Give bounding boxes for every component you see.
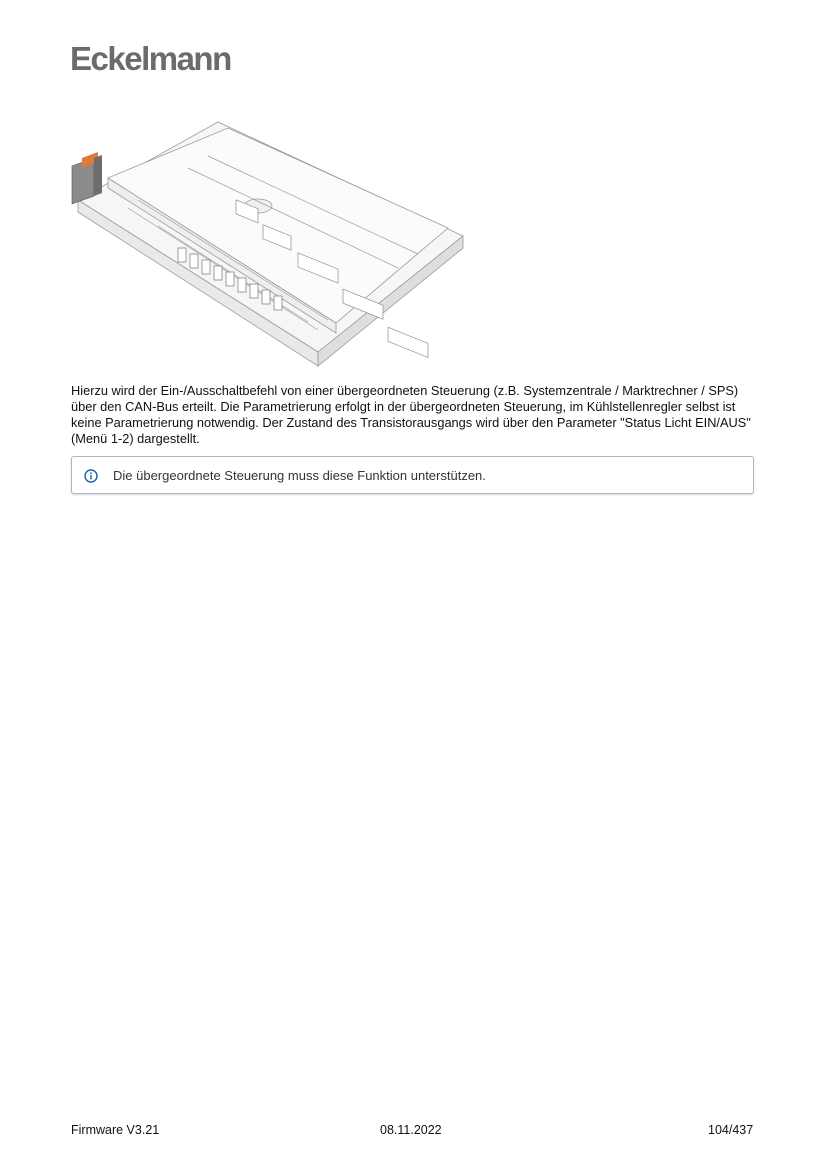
controller-board-image <box>68 108 468 370</box>
info-icon <box>84 469 98 483</box>
info-note-box <box>71 456 754 494</box>
company-logo: Eckelmann <box>70 40 231 77</box>
footer-date: 08.11.2022 <box>380 1123 442 1137</box>
footer-firmware: Firmware V3.21 <box>71 1123 160 1137</box>
info-note-text: Die übergeordnete Steuerung muss diese Funktion unterstützen. <box>113 468 486 483</box>
body-paragraph: Hierzu wird der Ein-/Ausschaltbefehl von einer übergeordneten Steuerung (z.B. Systemzentrale / Marktrechner / SPS) über den CAN-Bus erteilt. Die Parametrierung erfolgt in der übergeordneten Steuerung, im Kühlstellenregler selbst ist keine Parametrierung notwendig. Der Zustand des Transistorausgangs wird über den Parameter "Status Licht EIN/AUS" (Menü 1-2) dargestellt. <box>71 383 751 446</box>
footer-page-number: 104/437 <box>708 1123 754 1137</box>
